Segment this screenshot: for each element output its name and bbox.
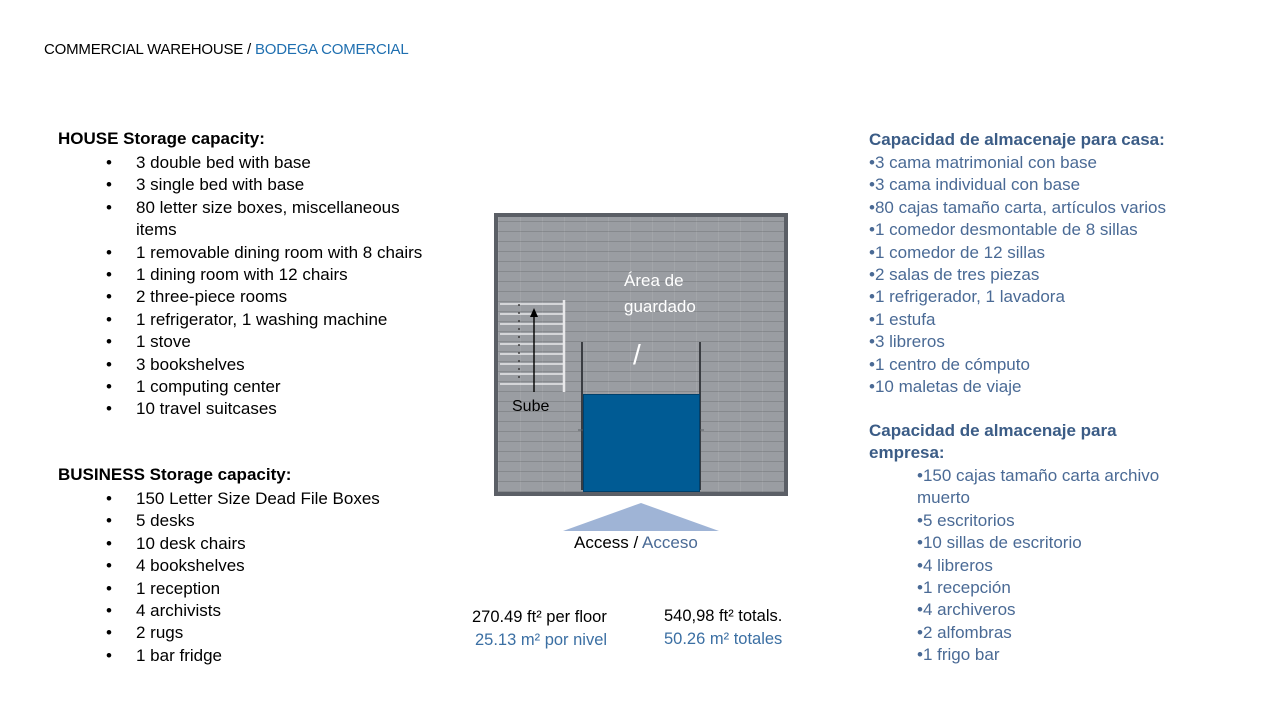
business-heading: BUSINESS Storage capacity:	[58, 465, 292, 484]
casa-list-item: •1 estufa	[869, 309, 936, 329]
stairs-label: Sube	[512, 398, 550, 415]
business-list-item: • 4 bookshelves	[56, 555, 440, 577]
house-list-item: • 2 three-piece rooms	[56, 286, 440, 308]
casa-list-item: •1 refrigerador, 1 lavadora	[869, 287, 1065, 307]
empresa-list-item: •4 libreros	[917, 555, 993, 575]
house-list-item: • 10 travel suitcases	[56, 398, 440, 420]
house-heading: HOUSE Storage capacity:	[58, 129, 265, 148]
house-list-item: • 3 double bed with base	[56, 152, 440, 174]
empresa-heading: Capacidad de almacenaje para empresa:	[869, 421, 1117, 463]
house-list-item: • 1 computing center	[56, 376, 440, 398]
per-floor-area-es: 25.13 m² por nivel	[475, 631, 608, 649]
business-list-item: • 1 reception	[56, 578, 440, 600]
access-triangle-icon	[563, 503, 719, 531]
page-title	[44, 41, 409, 58]
title-en: COMMERCIAL WAREHOUSE	[44, 41, 244, 58]
house-list	[56, 152, 440, 421]
casa-list-item: •3 cama matrimonial con base	[869, 153, 1097, 172]
house-list-item: • 80 letter size boxes, miscellaneous items	[56, 197, 440, 242]
house-list-item: • 1 stove	[56, 331, 440, 353]
empresa-list-item: •5 escritorios	[917, 510, 1015, 530]
house-list-item: • 1 removable dining room with 8 chairs	[56, 242, 440, 264]
business-list-item: • 10 desk chairs	[56, 533, 440, 555]
casa-list-item: •3 cama individual con base	[869, 175, 1081, 195]
business-list-item: • 5 desks	[56, 510, 440, 532]
casa-list-item: •1 comedor de 12 sillas	[869, 242, 1046, 262]
casa-heading: Capacidad de almacenaje para casa:	[869, 130, 1165, 149]
business-list-item: • 2 rugs	[56, 622, 440, 644]
house-list-item: • 3 single bed with base	[56, 174, 440, 196]
storage-container	[583, 394, 700, 492]
business-list-item: • 1 bar fridge	[56, 645, 440, 667]
title-separator: /	[243, 41, 255, 58]
casa-list-item: •3 libreros	[869, 332, 945, 352]
business-list-item: • 150 Letter Size Dead File Boxes	[56, 488, 440, 510]
total-area	[664, 605, 782, 651]
access-es: Acceso	[642, 533, 698, 552]
slash-mark: /	[633, 339, 641, 370]
title-es: BODEGA COMERCIAL	[254, 41, 409, 58]
empresa-list-item: •10 sillas de escritorio	[917, 533, 1082, 553]
access-separator: /	[628, 533, 643, 552]
business-list-item: • 4 archivists	[56, 600, 440, 622]
arrow-up-icon	[526, 308, 542, 392]
casa-list-item: •2 salas de tres piezas	[869, 265, 1040, 285]
empresa-list-item: •1 frigo bar	[917, 645, 1000, 665]
total-area-en: 540,98 ft² totals.	[664, 607, 783, 625]
empresa-list-item: •2 alfombras	[917, 622, 1012, 642]
total-area-es: 50.26 m² totales	[664, 630, 783, 648]
per-floor-area-en: 270.49 ft² per floor	[472, 608, 607, 626]
casa-list	[869, 152, 1166, 398]
per-floor-area	[472, 606, 607, 652]
empresa-list-item: •1 recepción	[917, 578, 1011, 598]
empresa-list	[917, 465, 1207, 667]
casa-list-item: •10 maletas de viaje	[869, 377, 1022, 397]
house-list-item: • 1 dining room with 12 chairs	[56, 264, 440, 286]
access-en: Access	[574, 533, 629, 552]
empresa-list-item: •4 archiveros	[917, 600, 1016, 620]
business-list	[56, 488, 440, 667]
house-list-item: • 3 bookshelves	[56, 354, 440, 376]
empresa-list-item: •150 cajas tamaño carta archivo muerto	[917, 466, 1160, 508]
access-label	[574, 533, 698, 553]
storage-area-label: Área de guardado	[624, 271, 696, 316]
casa-list-item: •80 cajas tamaño carta, artículos varios	[869, 197, 1166, 217]
casa-list-item: •1 comedor desmontable de 8 sillas	[869, 220, 1138, 240]
casa-list-item: •1 centro de cómputo	[869, 354, 1030, 374]
house-list-item: • 1 refrigerator, 1 washing machine	[56, 309, 440, 331]
